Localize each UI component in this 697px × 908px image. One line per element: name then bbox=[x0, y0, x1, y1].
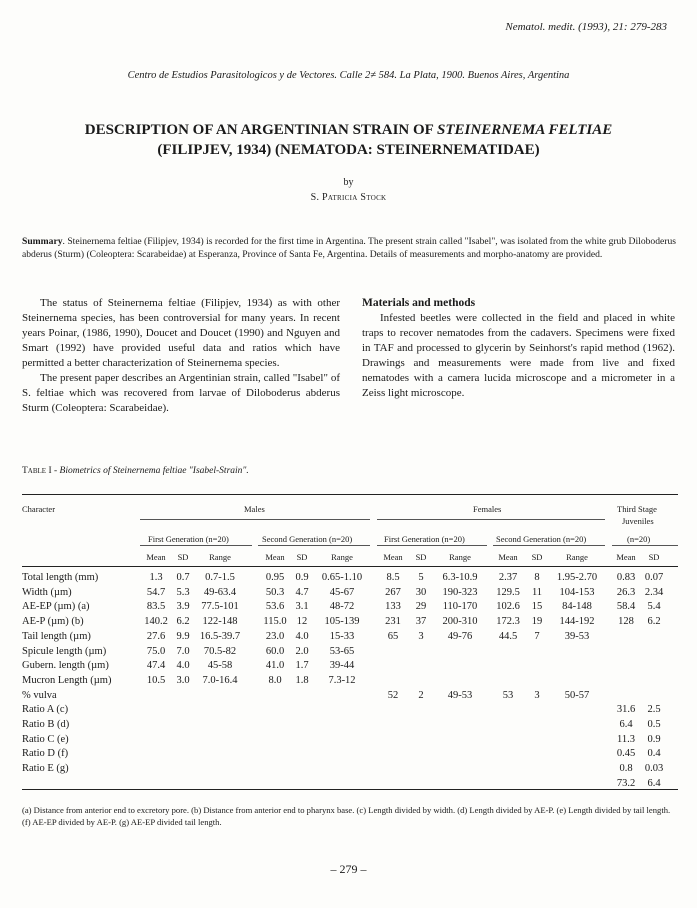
table-cell: 58.4 bbox=[616, 601, 636, 613]
table-cell: 54.7 bbox=[146, 586, 166, 598]
table-cell: 30 bbox=[415, 586, 427, 598]
methods-paragraph: Infested beetles were collected in the field and placed in white traps to recover nematodes from the cadavers. Specimens were fixed in TAF and processed to glycerin by Seinhorst's rapid method (1962). Drawings and measurements were made from live and fixed nematodes with a camera lucida microscope and a micrometer in a Zeiss light microscope. bbox=[362, 312, 675, 399]
table-cell: 0.9 bbox=[295, 572, 309, 583]
table-cell: 1.7 bbox=[295, 660, 309, 672]
table-cell: 49-63.4 bbox=[203, 586, 237, 598]
table-cell: 7.0-16.4 bbox=[202, 674, 238, 686]
header-character: Character bbox=[22, 504, 56, 514]
header-females: Females bbox=[473, 504, 502, 514]
header-male-first-gen: First Generation (n=20) bbox=[148, 534, 229, 544]
table-cell: 105-139 bbox=[324, 616, 360, 628]
row-label: % vulva bbox=[22, 689, 57, 701]
table-cell: 53 bbox=[502, 689, 514, 701]
male-gen2-rule bbox=[258, 545, 370, 546]
table-cell: 10.5 bbox=[146, 674, 166, 686]
table-cell: 26.3 bbox=[616, 586, 636, 598]
table-cell: 0.5 bbox=[647, 719, 661, 730]
row-label: Ratio D (f) bbox=[22, 748, 69, 760]
article-title bbox=[40, 120, 657, 160]
table-cell: 75.0 bbox=[146, 645, 166, 657]
table-cell: 0.07 bbox=[644, 572, 664, 583]
table-cell: 4.7 bbox=[295, 586, 309, 598]
table-cell: 5.4 bbox=[647, 601, 661, 613]
table-cell: 9.9 bbox=[176, 630, 190, 642]
table-cell: 50-57 bbox=[564, 689, 590, 701]
header-juvenile-n: (n=20) bbox=[627, 534, 651, 544]
table-cell: 16.5-39.7 bbox=[199, 630, 241, 642]
table-cell: 3.9 bbox=[176, 601, 190, 613]
table-cell: 70.5-82 bbox=[203, 645, 237, 657]
table-cell: 200-310 bbox=[442, 616, 478, 628]
table-cell: 37 bbox=[415, 616, 427, 628]
row-label: Total length (mm) bbox=[22, 572, 99, 583]
table-cell: 2.0 bbox=[295, 645, 309, 657]
table-cell: 65 bbox=[387, 630, 399, 642]
table-bottom-rule bbox=[22, 789, 678, 790]
table-cell: 128 bbox=[618, 616, 634, 628]
table-cell: 48-72 bbox=[329, 601, 355, 613]
table-cell: 12 bbox=[296, 616, 308, 628]
row-label: Ratio A (c) bbox=[22, 704, 69, 716]
table-cell: 8.5 bbox=[386, 572, 400, 583]
table-cell: 77.5-101 bbox=[201, 601, 239, 613]
table-cell: 15 bbox=[531, 601, 543, 613]
subheader-mean: Mean bbox=[498, 552, 518, 562]
table-cell: 172.3 bbox=[496, 616, 520, 628]
table-footnote: (a) Distance from anterior end to excretory pore. (b) Distance from anterior end to pharynx base. (c) Length divided by width. (d) Length divided by AE-P. (e) Length divided by tail length. (f) AE-EP divided by AE-P. (g) AE-EP divided tail length. bbox=[22, 805, 671, 827]
row-label: Ratio C (e) bbox=[22, 733, 69, 745]
table-cell: 19 bbox=[531, 616, 543, 628]
table-caption-prefix: Table I - bbox=[22, 466, 60, 476]
table-cell: 1.3 bbox=[149, 572, 163, 583]
table-cell: 140.2 bbox=[144, 616, 168, 628]
table-caption bbox=[22, 466, 249, 476]
table-cell: 11 bbox=[531, 586, 543, 598]
table-cell: 4.0 bbox=[176, 660, 190, 672]
subheader-mean: Mean bbox=[616, 552, 636, 562]
author-name: S. Patricia Stock bbox=[310, 192, 387, 203]
methods-heading: Materials and methods bbox=[362, 297, 476, 309]
row-label: Mucron Length (µm) bbox=[22, 674, 112, 686]
header-female-second-gen: Second Generation (n=20) bbox=[496, 534, 587, 544]
table-cell: 231 bbox=[385, 616, 401, 628]
journal-reference: Nematol. medit. (1993), 21: 279-283 bbox=[505, 21, 667, 33]
table-cell: 6.4 bbox=[647, 777, 661, 789]
title-part-1: DESCRIPTION OF AN ARGENTINIAN STRAIN OF bbox=[84, 122, 438, 138]
table-cell: 29 bbox=[415, 601, 427, 613]
subheader-mean: Mean bbox=[383, 552, 403, 562]
table-caption-text: Biometrics of Steinernema feltiae "Isabel-Strain". bbox=[59, 466, 249, 476]
table-cell: 6.2 bbox=[647, 616, 661, 628]
subheader-range: Range bbox=[209, 552, 231, 562]
female-gen2-rule bbox=[493, 545, 605, 546]
table-cell: 267 bbox=[385, 586, 401, 598]
table-cell: 0.45 bbox=[616, 748, 636, 760]
table-cell: 5 bbox=[418, 572, 424, 583]
methods-column bbox=[362, 296, 675, 401]
table-cell: 6.4 bbox=[619, 719, 633, 730]
table-cell: 2.37 bbox=[498, 572, 518, 583]
table-cell: 0.03 bbox=[644, 763, 664, 775]
table-cell: 15-33 bbox=[329, 630, 355, 642]
table-cell: 0.95 bbox=[265, 572, 285, 583]
header-male-second-gen: Second Generation (n=20) bbox=[262, 534, 353, 544]
table-cell: 1.95-2.70 bbox=[556, 572, 598, 583]
summary-paragraph bbox=[22, 236, 676, 261]
females-rule bbox=[377, 519, 605, 520]
row-label: Ratio E (g) bbox=[22, 763, 69, 775]
table-cell: 39-44 bbox=[329, 660, 355, 672]
author-affiliation: Centro de Estudios Parasitologicos y de Vectores. Calle 2≠ 584. La Plata, 1900. Buenos Aires, Argentina bbox=[127, 70, 570, 81]
table-cell: 102.6 bbox=[496, 601, 520, 613]
table-header-rule bbox=[22, 566, 678, 567]
table-cell: 49-76 bbox=[447, 630, 473, 642]
intro-paragraph-2: The present paper describes an Argentinian strain, called "Isabel" of S. feltiae which was recovered from larvae of Diloboderus abderus Sturm (Coleoptera: Scarabeidae). bbox=[22, 372, 340, 414]
subheader-sd: SD bbox=[415, 552, 427, 562]
table-cell: 0.7 bbox=[176, 572, 190, 583]
table-cell: 3 bbox=[418, 630, 424, 642]
header-juveniles: Juveniles bbox=[622, 516, 654, 526]
table-cell: 0.4 bbox=[647, 748, 661, 760]
table-cell: 122-148 bbox=[202, 616, 238, 628]
table-cell: 2.34 bbox=[644, 586, 664, 598]
table-cell: 0.65-1.10 bbox=[321, 572, 363, 583]
table-cell: 3.1 bbox=[295, 601, 309, 613]
table-cell: 23.0 bbox=[265, 630, 285, 642]
table-cell: 6.2 bbox=[176, 616, 190, 628]
subheader-mean: Mean bbox=[146, 552, 166, 562]
subheader-sd: SD bbox=[296, 552, 308, 562]
table-cell: 52 bbox=[387, 689, 399, 701]
juvenile-rule bbox=[612, 545, 678, 546]
table-cell: 49-53 bbox=[447, 689, 473, 701]
table-cell: 53-65 bbox=[329, 645, 355, 657]
subheader-range: Range bbox=[331, 552, 353, 562]
table-cell: 104-153 bbox=[559, 586, 595, 598]
subheader-sd: SD bbox=[648, 552, 660, 562]
table-cell: 41.0 bbox=[265, 660, 285, 672]
header-third-stage: Third Stage bbox=[617, 504, 657, 514]
table-cell: 44.5 bbox=[498, 630, 518, 642]
subheader-mean: Mean bbox=[265, 552, 285, 562]
byline: by bbox=[343, 177, 354, 188]
row-label: AE-P (µm) (b) bbox=[22, 616, 84, 628]
table-cell: 1.8 bbox=[295, 674, 309, 686]
table-cell: 6.3-10.9 bbox=[442, 572, 478, 583]
row-label: Ratio B (d) bbox=[22, 719, 70, 730]
introduction-column bbox=[22, 296, 340, 416]
table-cell: 115.0 bbox=[263, 616, 287, 628]
table-cell: 110-170 bbox=[442, 601, 478, 613]
row-label: Tail length (µm) bbox=[22, 630, 91, 642]
subheader-range: Range bbox=[566, 552, 588, 562]
title-species: STEINERNEMA FELTIAE bbox=[437, 122, 613, 138]
table-cell: 11.3 bbox=[617, 733, 635, 745]
table-cell: 83.5 bbox=[146, 601, 166, 613]
table-cell: 7.0 bbox=[176, 645, 190, 657]
summary-text: . Steinernema feltiae (Filipjev, 1934) is recorded for the first time in Argentina. The present strain called "Isabel", was isolated from the white grub Diloboderus abderus (Sturm) (Coleoptera: Scarabeidae) at Esperanza, Province of Santa Fe, Argentina. Details of measurements and morpho-anatomy are provided. bbox=[22, 236, 676, 260]
table-cell: 4.0 bbox=[295, 630, 309, 642]
female-gen1-rule bbox=[377, 545, 487, 546]
table-cell: 129.5 bbox=[496, 586, 520, 598]
table-cell: 2.5 bbox=[647, 704, 661, 716]
table-cell: 0.7-1.5 bbox=[205, 572, 235, 583]
table-cell: 0.83 bbox=[616, 572, 636, 583]
header-males: Males bbox=[244, 504, 265, 514]
subheader-range: Range bbox=[449, 552, 471, 562]
subheader-sd: SD bbox=[177, 552, 189, 562]
table-cell: 53.6 bbox=[265, 601, 285, 613]
table-cell: 190-323 bbox=[442, 586, 478, 598]
table-cell: 84-148 bbox=[562, 601, 592, 613]
table-cell: 5.3 bbox=[176, 586, 190, 598]
table-cell: 60.0 bbox=[265, 645, 285, 657]
header-female-first-gen: First Generation (n=20) bbox=[384, 534, 465, 544]
table-cell: 45-58 bbox=[207, 660, 233, 672]
male-gen1-rule bbox=[140, 545, 252, 546]
males-rule bbox=[140, 519, 370, 520]
table-cell: 0.9 bbox=[647, 733, 661, 745]
table-cell: 27.6 bbox=[146, 630, 166, 642]
table-cell: 3 bbox=[534, 689, 540, 701]
table-top-rule bbox=[22, 494, 678, 495]
title-part-2: (FILIPJEV, 1934) (NEMATODA: STEINERNEMATIDAE) bbox=[157, 142, 540, 158]
row-label: Width (µm) bbox=[22, 586, 72, 598]
table-cell: 50.3 bbox=[265, 586, 285, 598]
table-cell: 8.0 bbox=[268, 674, 282, 686]
page-number: – 279 – bbox=[330, 862, 367, 876]
table-cell: 7 bbox=[534, 630, 540, 642]
table-cell: 0.8 bbox=[619, 763, 633, 775]
table-cell: 31.6 bbox=[616, 704, 636, 716]
table-cell: 8 bbox=[534, 572, 540, 583]
table-cell: 45-67 bbox=[329, 586, 355, 598]
intro-paragraph-1: The status of Steinernema feltiae (Filipjev, 1934) as with other Steinernema species, has been controversial for many years. In recent years Poinar, (1986, 1990), Doucet and Doucet (1990) and Nguyen and Smart (1992) have provided useful data and ratios which have permitted a better characterization of Steinernema species. bbox=[22, 297, 340, 369]
table-cell: 47.4 bbox=[146, 660, 166, 672]
table-cell: 7.3-12 bbox=[328, 674, 356, 686]
row-label: AE-EP (µm) (a) bbox=[22, 601, 90, 613]
table-cell: 144-192 bbox=[559, 616, 595, 628]
row-label: Spicule length (µm) bbox=[22, 645, 107, 657]
table-cell: 2 bbox=[418, 689, 424, 701]
table-cell: 3.0 bbox=[176, 674, 190, 686]
summary-label: Summary bbox=[22, 236, 63, 247]
table-cell: 39-53 bbox=[564, 630, 590, 642]
subheader-sd: SD bbox=[531, 552, 543, 562]
table-cell: 73.2 bbox=[616, 777, 636, 789]
row-label: Gubern. length (µm) bbox=[22, 660, 109, 672]
table-cell: 133 bbox=[385, 601, 401, 613]
